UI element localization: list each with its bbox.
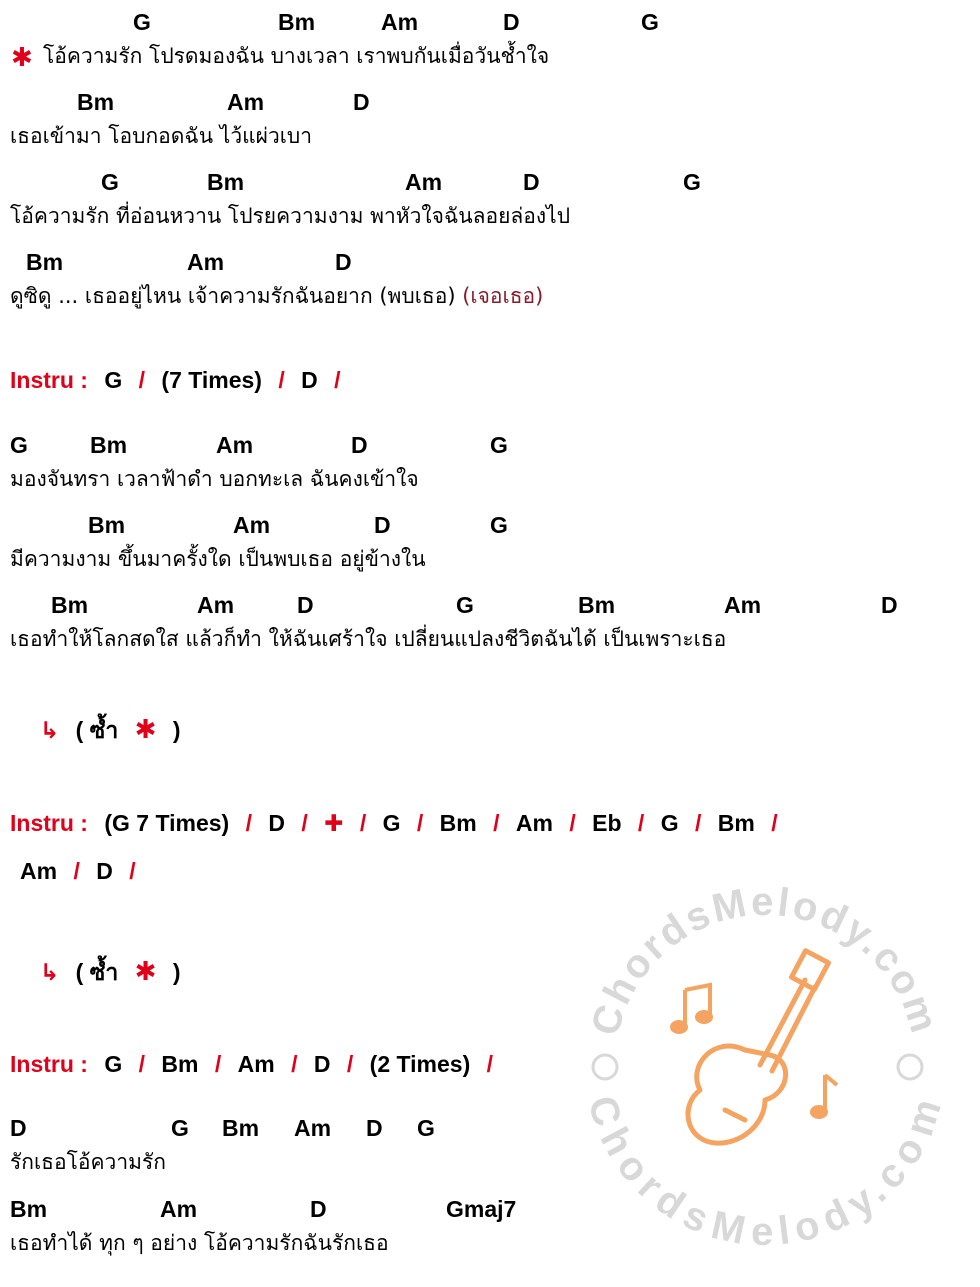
chord: D (96, 858, 113, 884)
instrumental-line (10, 369, 351, 392)
bar-slash: / (771, 810, 778, 836)
chord: G (133, 9, 151, 35)
bar-slash: / (493, 810, 500, 836)
chord: D (366, 1115, 383, 1141)
chord: D (353, 89, 370, 115)
repeat-chorus (40, 716, 191, 742)
chord: Am (187, 249, 225, 275)
bar-slash: / (486, 1051, 494, 1077)
instrumental-line (10, 812, 788, 835)
chorus-marker: ✱ (134, 956, 157, 986)
chord: D (313, 1051, 331, 1077)
lyric-line: มีความงาม ขึ้นมาครั้งใด เป็นพบเธอ อยู่ข้างใน (10, 547, 426, 571)
chord: G (456, 592, 474, 618)
chord: Am (233, 512, 271, 538)
watermark (575, 875, 955, 1255)
repeat-open: ( ซ้ำ (75, 959, 119, 985)
guitar-icon (688, 951, 829, 1143)
chord: Bm (207, 169, 245, 195)
instrumental-line (20, 860, 146, 883)
chord: Eb (592, 810, 622, 836)
chord: Am (381, 9, 419, 35)
chord: Bm (10, 1196, 48, 1222)
chord: G (171, 1115, 189, 1141)
bar-slash: / (334, 367, 341, 393)
chord: D (374, 512, 391, 538)
chord: Bm (578, 592, 616, 618)
chord: Bm (439, 810, 477, 836)
bar-slash: / (569, 810, 576, 836)
lyric-line (10, 286, 543, 307)
return-arrow-icon: ↳ (40, 717, 60, 743)
chord: Am (216, 432, 254, 458)
chord: Am (227, 89, 265, 115)
chord: G (490, 512, 508, 538)
chorus-marker: ✱ (11, 43, 33, 73)
lyric-line: โอ้ความรัก โปรดมองฉัน บางเวลา เราพบกันเมื่อวันช้ำใจ (43, 44, 550, 68)
instru-label: Instru : (10, 1051, 88, 1077)
repeat-count: (2 Times) (369, 1051, 471, 1077)
instru-label: Instru : (10, 367, 88, 393)
chord: G (10, 432, 28, 458)
chord: G (104, 1051, 123, 1077)
lyric-line: มองจันทรา เวลาฟ้าดำ บอกทะเล ฉันคงเข้าใจ (10, 467, 419, 491)
chord: Am (724, 592, 762, 618)
chord: G (683, 169, 701, 195)
chorus-marker: ✱ (134, 714, 157, 744)
repeat-count: (7 Times) (161, 367, 262, 393)
chord: Bm (161, 1051, 199, 1077)
chord: D (881, 592, 898, 618)
bar-slash: / (73, 858, 80, 884)
repeat-close: ) (172, 717, 181, 743)
lyric-line: เธอเข้ามา โอบกอดฉัน ไว้แผ่วเบา (10, 124, 313, 148)
repeat-open: ( ซ้ำ (75, 717, 119, 743)
lyric-alt-text: (เจอเธอ) (462, 284, 544, 308)
chord: D (310, 1196, 327, 1222)
chord: D (523, 169, 540, 195)
repeat-count: (G 7 Times) (104, 810, 230, 836)
watermark-text-top: ChordsMelody.com (583, 879, 948, 1041)
chord: D (301, 367, 318, 393)
smiley-icon (593, 1055, 922, 1079)
chord: Bm (717, 810, 755, 836)
bar-slash: / (278, 367, 285, 393)
chord: D (10, 1115, 27, 1141)
return-arrow-icon: ↳ (40, 959, 60, 985)
bar-slash: / (245, 810, 252, 836)
bar-slash: / (637, 810, 645, 836)
chord: Gmaj7 (446, 1196, 517, 1222)
bar-slash: / (214, 1051, 222, 1077)
bar-slash: / (359, 810, 367, 836)
bar-slash: / (138, 367, 146, 393)
chord: Am (515, 810, 553, 836)
chord: Bm (222, 1115, 260, 1141)
chord: D (335, 249, 352, 275)
watermark-text-bottom: ChordsMelody.com (579, 1091, 951, 1255)
chord: Am (405, 169, 443, 195)
bar-slash: / (416, 810, 424, 836)
chord: Am (294, 1115, 332, 1141)
chord: Am (20, 858, 58, 884)
instrumental-line (10, 1053, 503, 1076)
lyric-line: รักเธอโอ้ความรัก (10, 1150, 166, 1174)
repeat-chorus (40, 958, 191, 984)
bar-slash: / (291, 1051, 298, 1077)
lyric-line: เธอทำได้ ทุก ๆ อย่าง โอ้ความรักฉันรักเธอ (10, 1231, 389, 1255)
chord: G (382, 810, 401, 836)
repeat-close: ) (172, 959, 181, 985)
bar-slash: / (346, 1051, 354, 1077)
chord: D (351, 432, 368, 458)
bar-slash: / (129, 858, 136, 884)
chord: Am (160, 1196, 198, 1222)
chord: G (641, 9, 659, 35)
instru-label: Instru : (10, 810, 88, 836)
lyric-text: ดูซิดู ... เธออยู่ไหน เจ้าความรักฉันอยาก (พบเธอ) (10, 284, 456, 308)
chord: Bm (77, 89, 115, 115)
chord: G (660, 810, 679, 836)
bar-slash: / (694, 810, 702, 836)
chord: Bm (90, 432, 128, 458)
chord: D (297, 592, 314, 618)
chord: D (503, 9, 520, 35)
lyric-line: เธอทำให้โลกสดใส แล้วก็ทำ ให้ฉันเศร้าใจ เปลี่ยนแปลงชีวิตฉันได้ เป็นเพราะเธอ (10, 627, 727, 651)
chord: Bm (88, 512, 126, 538)
bar-slash: / (301, 810, 308, 836)
chord: G (104, 367, 123, 393)
bar-slash: / (138, 1051, 146, 1077)
chord: Bm (51, 592, 89, 618)
chord: Am (237, 1051, 275, 1077)
plus-marker: ✚ (324, 810, 344, 836)
chord: Bm (278, 9, 316, 35)
chord: G (417, 1115, 435, 1141)
chord: Am (197, 592, 235, 618)
lyric-line: โอ้ความรัก ที่อ่อนหวาน โปรยความงาม พาหัวใจฉันลอยล่องไป (10, 204, 571, 228)
chord: G (101, 169, 119, 195)
chord: D (268, 810, 285, 836)
chord: G (490, 432, 508, 458)
chord: Bm (26, 249, 64, 275)
